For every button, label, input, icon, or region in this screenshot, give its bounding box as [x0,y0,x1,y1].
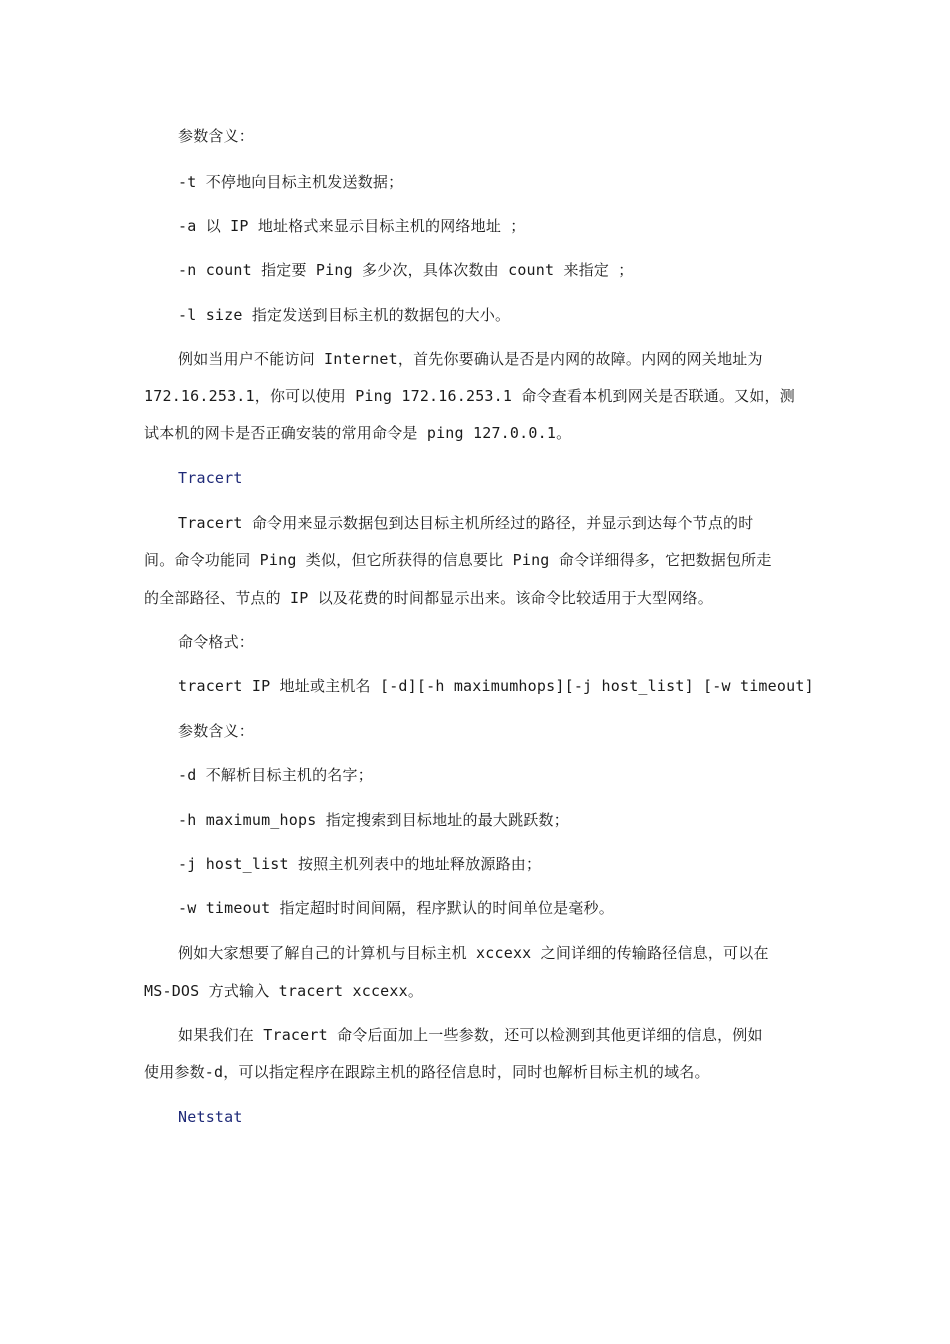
tracert-desc-line-3: 的全部路径、节点的 IP 以及花费的时间都显示出来。该命令比较适用于大型网络。 [144,589,713,607]
tracert-heading: Tracert [178,469,243,487]
param-meaning-label-2: 参数含义： [178,722,255,740]
command-format-label: 命令格式： [178,633,255,651]
ping-example-line-1: 例如当用户不能访问 Internet，首先你要确认是否是内网的故障。内网的网关地址为 [178,350,763,368]
netstat-heading: Netstat [178,1108,243,1126]
tracert-example-line-2: MS-DOS 方式输入 tracert xccexx。 [144,982,424,1000]
param-h: -h maximum_hops 指定搜索到目标地址的最大跳跃数； [178,811,569,829]
ping-example-line-2: 172.16.253.1，你可以使用 Ping 172.16.253.1 命令查看本机到网关是否联通。又如，测 [144,387,795,405]
param-n: -n count 指定要 Ping 多少次，具体次数由 count 来指定 ； [178,261,634,279]
tracert-syntax: tracert IP 地址或主机名 [-d][-h maximumhops][-j host_list] [-w timeout] [178,677,814,695]
param-a: -a 以 IP 地址格式来显示目标主机的网络地址 ； [178,217,526,235]
tracert-params-line-2: 使用参数-d，可以指定程序在跟踪主机的路径信息时，同时也解析目标主机的域名。 [144,1063,710,1081]
param-j: -j host_list 按照主机列表中的地址释放源路由； [178,855,542,873]
tracert-desc-line-2: 间。命令功能同 Ping 类似，但它所获得的信息要比 Ping 命令详细得多，它把数据包所走 [144,551,772,569]
tracert-params-line-1: 如果我们在 Tracert 命令后面加上一些参数，还可以检测到其他更详细的信息，例如 [178,1026,763,1044]
param-w: -w timeout 指定超时时间间隔，程序默认的时间单位是毫秒。 [178,899,614,917]
ping-example-line-3: 试本机的网卡是否正确安装的常用命令是 ping 127.0.0.1。 [144,424,572,442]
param-l: -l size 指定发送到目标主机的数据包的大小。 [178,306,511,324]
tracert-desc-line-1: Tracert 命令用来显示数据包到达目标主机所经过的路径，并显示到达每个节点的时 [178,514,754,532]
param-t: -t 不停地向目标主机发送数据； [178,173,404,191]
tracert-example-line-1: 例如大家想要了解自己的计算机与目标主机 xccexx 之间详细的传输路径信息，可以在 [178,944,769,962]
param-d: -d 不解析目标主机的名字； [178,766,373,784]
param-meaning-label: 参数含义： [178,127,255,145]
